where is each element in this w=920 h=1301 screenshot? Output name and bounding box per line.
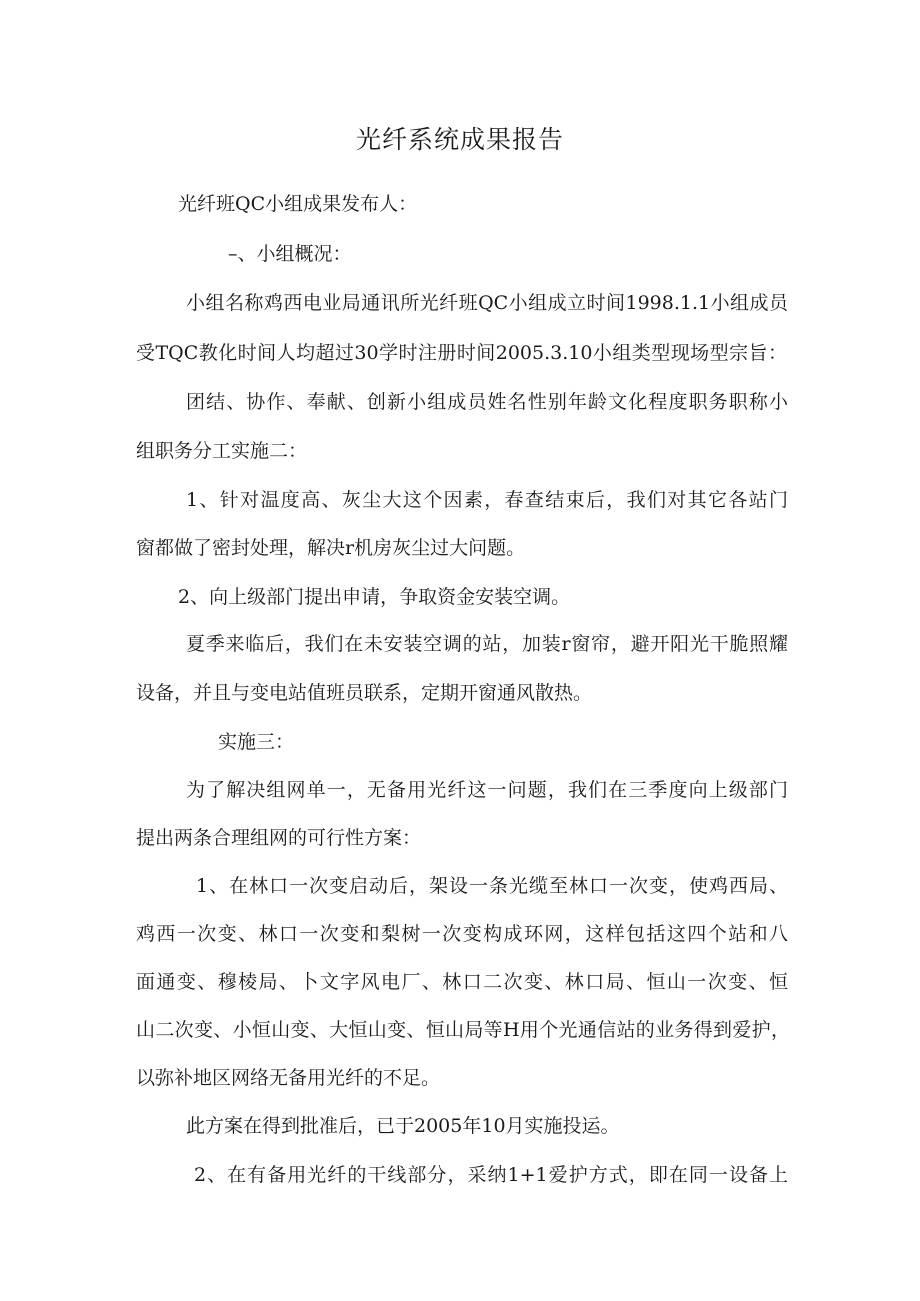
paragraph-line: 窗都做了密封处理，解决r机房灰尘过大问题。 <box>136 537 526 559</box>
paragraph-line: 2、向上级部门提出申请，争取资金安装空调。 <box>178 586 571 608</box>
paragraph-line: 受TQC教化时间人均超过30学时注册时间2005.3.10小组类型现场型宗旨： <box>136 342 787 364</box>
paragraph-line: 组职务分工实施二： <box>136 440 308 462</box>
paragraph-line: 2、在有备用光纤的干线部分，采纳1+1爱护方式，即在同一设备上 <box>194 1164 788 1186</box>
paragraph-line: 1、针对温度高、灰尘大这个因素，春查结束后，我们对其它各站门 <box>186 489 788 511</box>
document-title: 光纤系统成果报告 <box>355 125 564 154</box>
section-heading-overview: –、小组概况： <box>228 243 352 265</box>
paragraph-line: 鸡西一次变、林口一次变和梨树一次变构成环网，这样包括这四个站和八 <box>136 923 788 945</box>
paragraph-line: 小组名称鸡西电业局通讯所光纤班QC小组成立时间1998.1.1小组成员 <box>186 292 788 314</box>
section-heading-implementation-3: 实施三： <box>218 731 295 753</box>
paragraph-line: 夏季来临后，我们在未安装空调的站，加装r窗帘，避开阳光干脆照耀 <box>186 633 788 655</box>
reporter-line: 光纤班QC小组成果发布人： <box>178 193 418 215</box>
paragraph-line: 山二次变、小恒山变、大恒山变、恒山局等H用个光通信站的业务得到爱护， <box>136 1019 790 1041</box>
paragraph-line: 1、在林口一次变启动后，架设一条光缆至林口一次变，使鸡西局、 <box>196 875 788 897</box>
paragraph-line: 为了解决组网单一，无备用光纤这一问题，我们在三季度向上级部门 <box>186 779 788 801</box>
paragraph-line: 设备，并且与变电站值班员联系，定期开窗通风散热。 <box>136 682 593 704</box>
paragraph-line: 团结、协作、奉献、创新小组成员姓名性别年龄文化程度职务职称小 <box>186 391 788 413</box>
paragraph-line: 提出两条合理组网的可行性方案： <box>136 827 422 849</box>
paragraph-line: 以弥补地区网络无备用光纤的不足。 <box>136 1067 441 1089</box>
paragraph-line: 面通变、穆棱局、卜文字风电厂、林口二次变、林口局、恒山一次变、恒 <box>136 971 788 993</box>
paragraph-line: 此方案在得到批准后，已于2005年10月实施投运。 <box>186 1115 620 1137</box>
